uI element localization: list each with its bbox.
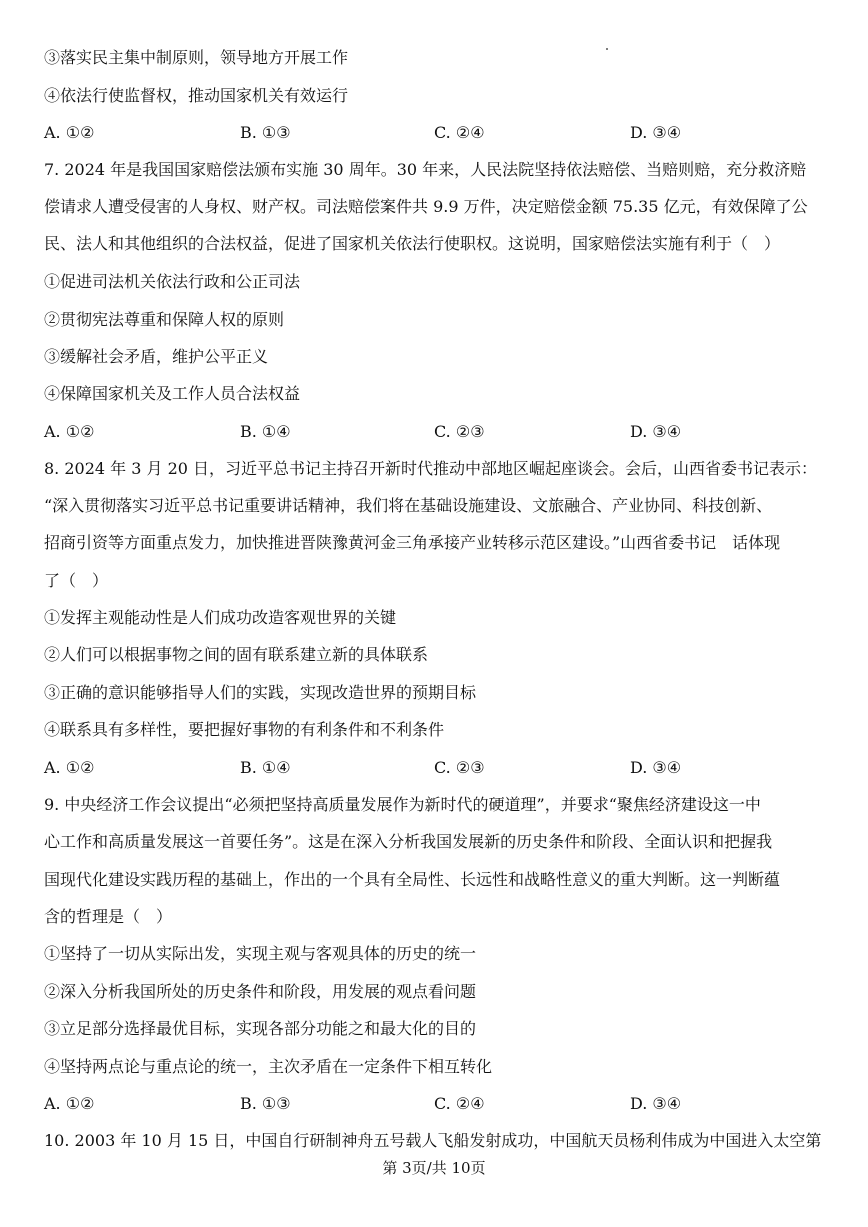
q7-item-1: ①促进司法机关依法行政和公正司法: [44, 272, 301, 291]
q7-options: [44, 422, 828, 442]
q9-stem-line-4: 含的哲理是（ ）: [44, 907, 173, 926]
q9-option-a[interactable]: A. ①②: [44, 1094, 95, 1113]
q7-item-2: ②贯彻宪法尊重和保障人权的原则: [44, 310, 285, 329]
q7-item-3: ③缓解社会矛盾，维护公平正义: [44, 347, 269, 366]
q8-stem-line-2: “深入贯彻落实习近平总书记重要讲话精神，我们将在基础设施建设、文旅融合、产业协同、科技创新、: [44, 496, 773, 515]
q10-stem-line-1: 10. 2003 年 10 月 15 日，中国自行研制神舟五号载人飞船发射成功，中国航天员杨利伟成为中国进入太空第: [44, 1131, 822, 1150]
q8-options: [44, 758, 828, 778]
q6-item-3: ③落实民主集中制原则，领导地方开展工作: [44, 48, 349, 67]
q9-option-d[interactable]: D. ③④: [630, 1094, 682, 1113]
q9-item-4: ④坚持两点论与重点论的统一，主次矛盾在一定条件下相互转化: [44, 1057, 493, 1076]
q8-option-a[interactable]: A. ①②: [44, 758, 95, 777]
q6-option-c[interactable]: C. ②④: [434, 123, 485, 142]
q6-option-d[interactable]: D. ③④: [630, 123, 682, 142]
q7-stem-line-2: 偿请求人遭受侵害的人身权、财产权。司法赔偿案件共 9.9 万件，决定赔偿金额 75.35 亿元，有效保障了公: [44, 197, 808, 216]
q7-stem-line-1: 7. 2024 年是我国国家赔偿法颁布实施 30 周年。30 年来，人民法院坚持依法赔偿、当赔则赔，充分救济赔: [44, 160, 807, 179]
q8-stem-line-4: 了（ ）: [44, 571, 109, 590]
q6-option-b[interactable]: B. ①③: [240, 123, 291, 142]
q6-item-4: ④依法行使监督权，推动国家机关有效运行: [44, 86, 349, 105]
q8-option-b[interactable]: B. ①④: [240, 758, 291, 777]
q7-stem-line-3: 民、法人和其他组织的合法权益，促进了国家机关依法行使职权。这说明，国家赔偿法实施有利于（ ）: [44, 234, 781, 253]
q8-item-4: ④联系具有多样性，要把握好事物的有利条件和不利条件: [44, 720, 445, 739]
q8-stem-line-3: 招商引资等方面重点发力，加快推进晋陕豫黄河金三角承接产业转移示范区建设。”山西省委书记 话体现: [44, 533, 781, 552]
q9-stem-line-1: 9. 中央经济工作会议提出“必须把坚持高质量发展作为新时代的硬道理”，并要求“聚焦经济建设这一中: [44, 795, 761, 814]
q7-option-b[interactable]: B. ①④: [240, 422, 291, 441]
q7-option-c[interactable]: C. ②③: [434, 422, 485, 441]
q8-item-2: ②人们可以根据事物之间的固有联系建立新的具体联系: [44, 645, 429, 664]
q9-option-b[interactable]: B. ①③: [240, 1094, 291, 1113]
q6-option-a[interactable]: A. ①②: [44, 123, 95, 142]
q8-option-c[interactable]: C. ②③: [434, 758, 485, 777]
q9-item-3: ③立足部分选择最优目标，实现各部分功能之和最大化的目的: [44, 1019, 477, 1038]
q7-option-a[interactable]: A. ①②: [44, 422, 95, 441]
q8-item-1: ①发挥主观能动性是人们成功改造客观世界的关键: [44, 608, 397, 627]
q8-option-d[interactable]: D. ③④: [630, 758, 682, 777]
page-number: 第 3页/共 10页: [382, 1159, 486, 1177]
q9-item-2: ②深入分析我国所处的历史条件和阶段，用发展的观点看问题: [44, 982, 477, 1001]
q9-stem-line-2: 心工作和高质量发展这一首要任务”。这是在深入分析我国发展新的历史条件和阶段、全面认识和把握我: [44, 832, 773, 851]
q9-option-c[interactable]: C. ②④: [434, 1094, 485, 1113]
q6-options: [44, 123, 828, 143]
q9-stem-line-3: 国现代化建设实践历程的基础上，作出的一个具有全局性、长远性和战略性意义的重大判断。这一判断蕴: [44, 870, 781, 889]
q7-item-4: ④保障国家机关及工作人员合法权益: [44, 384, 301, 403]
q7-option-d[interactable]: D. ③④: [630, 422, 682, 441]
q8-stem-line-1: 8. 2024 年 3 月 20 日，习近平总书记主持召开新时代推动中部地区崛起座谈会。会后，山西省委书记表示：: [44, 459, 818, 478]
q8-item-3: ③正确的意识能够指导人们的实践，实现改造世界的预期目标: [44, 683, 477, 702]
q9-options: [44, 1094, 828, 1114]
q9-item-1: ①坚持了一切从实际出发，实现主观与客观具体的历史的统一: [44, 944, 477, 963]
